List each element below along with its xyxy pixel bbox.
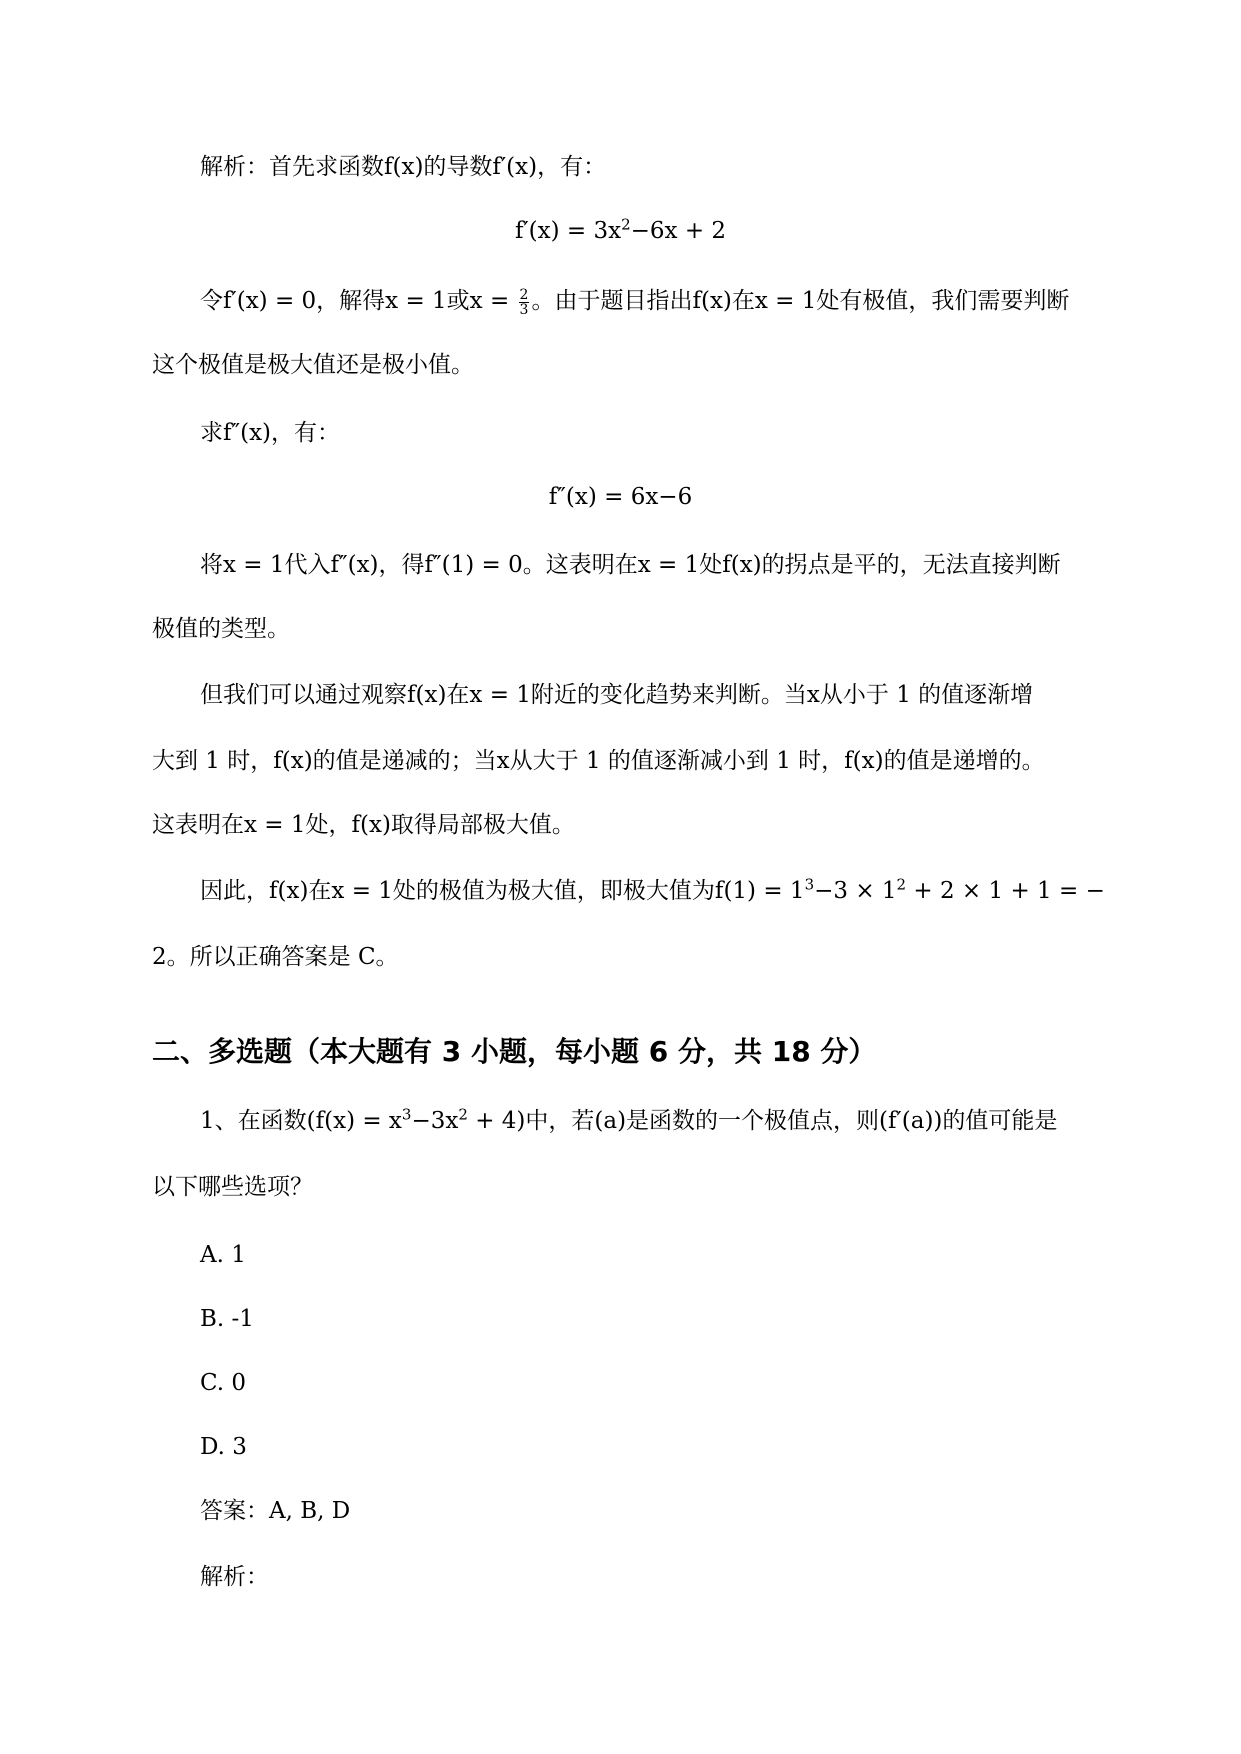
p2-continuation: 这个极值是极大值还是极小值。	[152, 352, 474, 378]
q1-text-a3: + 4)中，若(a)是函数的一个极值点，则(f′(a))的值可能是	[467, 1108, 1058, 1134]
analysis-intro: 解析：首先求函数f(x)的导数f′(x)，有：	[200, 154, 607, 180]
fraction-numerator: 2	[519, 286, 529, 303]
eq1-exponent: 2	[621, 215, 631, 234]
substitute-paragraph: 将x = 1代入f″(x)，得f″(1) = 0。这表明在x = 1处f(x)的拐点是平的，无法直接判断	[200, 552, 1061, 578]
fraction-denominator: 3	[519, 301, 529, 318]
question-1	[200, 1106, 1057, 1136]
q1-text-a1: 1、在函数(f(x) = x	[200, 1108, 402, 1134]
conclusion-paragraph	[200, 876, 1105, 906]
trend-paragraph-line1: 但我们可以通过观察f(x)在x = 1附近的变化趋势来判断。当x从小于 1 的值逐渐增	[200, 682, 1034, 708]
trend-paragraph-line3: 这表明在x = 1处，f(x)取得局部极大值。	[152, 812, 575, 838]
fraction-two-thirds	[519, 288, 530, 317]
derivative-equation	[0, 216, 1241, 246]
solve-derivative-paragraph	[200, 286, 1069, 317]
p6-text-a2: −3 × 1	[814, 878, 897, 904]
p2-text-b: 。由于题目指出f(x)在x = 1处有极值，我们需要判断	[531, 288, 1070, 314]
q1-text-a2: −3x	[411, 1108, 459, 1134]
second-derivative-intro: 求f″(x)，有：	[200, 420, 341, 446]
answer-line: 答案：A, B, D	[200, 1498, 351, 1524]
section-heading: 二、多选题（本大题有 3 小题，每小题 6 分，共 18 分）	[152, 1035, 877, 1068]
p2-text-a: 令f′(x) = 0，解得x = 1或x =	[200, 288, 517, 314]
eq1-tail: −6x + 2	[630, 218, 727, 244]
analysis-label: 解析：	[200, 1564, 269, 1590]
p6-exponent-1: 3	[804, 875, 815, 894]
substitute-continuation: 极值的类型。	[152, 616, 290, 642]
trend-paragraph-line2: 大到 1 时，f(x)的值是递减的；当x从大于 1 的值逐渐减小到 1 时，f(x)的值是递增的。	[152, 748, 1045, 774]
second-derivative-equation: f″(x) = 6x−6	[548, 484, 693, 510]
q1-exponent-2: 2	[458, 1105, 468, 1124]
p6-text-a3: + 2 × 1 + 1 = −	[906, 878, 1105, 904]
option-d: D. 3	[200, 1434, 247, 1460]
p6-text-a1: 因此，f(x)在x = 1处的极值为极大值，即极大值为f(1) = 1	[200, 878, 805, 904]
conclusion-continuation: 2。所以正确答案是 C。	[152, 944, 399, 970]
p6-exponent-2: 2	[896, 875, 907, 894]
option-c: C. 0	[200, 1370, 247, 1396]
option-b: B. -1	[200, 1306, 254, 1332]
option-a: A. 1	[200, 1242, 246, 1268]
q1-exponent-1: 3	[401, 1105, 412, 1124]
eq1-main: f′(x) = 3x	[514, 218, 622, 244]
question-1-continuation: 以下哪些选项？	[152, 1174, 313, 1200]
